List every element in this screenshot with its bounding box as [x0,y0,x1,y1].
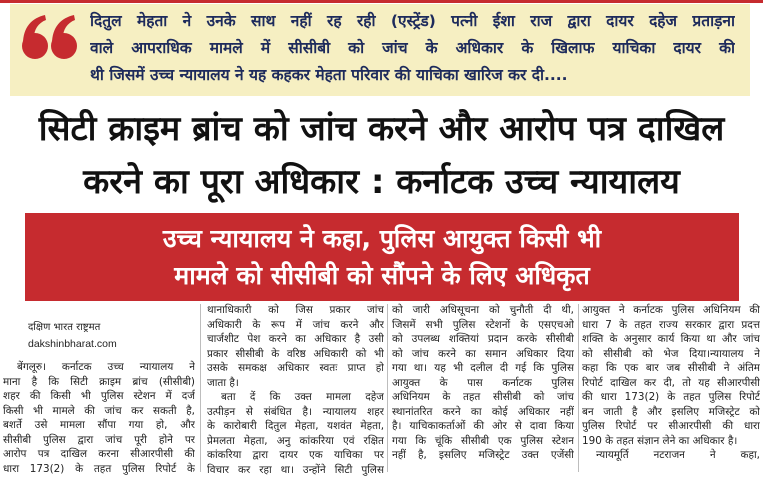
column-divider [387,304,388,472]
quote-mark-icon [20,12,80,62]
body-text-line: को उपलब्ध शक्तियां प्रदान करके सीसीबी [392,332,574,347]
byline-source: दक्षिण भारत राष्ट्रमत [28,319,100,333]
body-text-line: शक्ति के अनुसार कार्य किया था और जांच [582,332,760,347]
body-text-line: बन जाती है और इसलिए मजिस्ट्रेट को [582,405,760,420]
pull-quote-line: वाले आपराधिक मामले में सीसीबी को जांच के अधिकार के खिलाफ याचिका दायर की [90,35,735,62]
pull-quote-line: थी जिसमें उच्च न्यायालय ने यह कहकर मेहता परिवार की याचिका खारिज कर दी.... [90,62,735,89]
body-text-line: प्रकार सीसीबी के वरिष्ठ अधिकारी को भी [207,347,384,362]
article-column-2 [207,303,384,477]
body-text-line: चार्जशीट पेश करने का अधिकार है उसी [207,332,384,347]
body-text-line: सीसीबी पुलिस द्वारा जांच पूरी होने पर [3,433,195,448]
body-text-line: को जांच करने का समान अधिकार दिया [392,347,574,362]
body-text-line: प्रेमलता मेहता, अनु कांकरिया एवं रक्षित [207,434,384,449]
body-text-line: नहीं है, इसलिए मजिस्ट्रेट उक्त एजेंसी [392,448,574,463]
pull-quote-text [90,8,735,89]
article-column-4 [582,303,760,463]
body-text-line: पुलिस रिपोर्ट पर सीआरपीसी की धारा [582,419,760,434]
body-text-line: आयुक्त ने कर्नाटक पुलिस अधिनियम की [582,303,760,318]
body-text-line: गया था। यह भी दलील दी गई कि पुलिस [392,361,574,376]
pull-quote-line: दितुल मेहता ने उनके साथ नहीं रह रही (एस्ट्रेंड) पत्नी ईशा राज द्वारा दायर दहेज प्रताड़ना [90,8,735,35]
headline [0,103,763,209]
body-text-line: जिसमें सभी पुलिस स्टेशनों के एसएचओ [392,318,574,333]
body-text-line: अधिकारी के रूप में जांच करने और [207,318,384,333]
body-text-line: आयुक्त के पास कर्नाटक पुलिस [392,376,574,391]
body-text-line: स्थानांतरित करने का कोई अधिकार नहीं [392,405,574,420]
body-text-line: आरोप पत्र दाखिल करना सीआरपीसी की [3,447,195,462]
body-text-line: कांकरिया द्वारा दायर एक याचिका पर [207,448,384,463]
body-text-line: अधिनियम के तहत सीसीबी को जांच [392,390,574,405]
body-text-line: बेंगलूरु। कर्नाटक उच्च न्यायालय ने [3,360,195,375]
body-text-line: थानाधिकारी को जिस प्रकार जांच [207,303,384,318]
body-text-line: धारा 7 के तहत राज्य सरकार द्वारा प्रदत्त [582,318,760,333]
body-text-line: की धारा 173(2) के तहत पुलिस रिपोर्ट [582,390,760,405]
headline-line-1: सिटी क्राइम ब्रांच को जांच करने और आरोप पत्र दाखिल [0,103,763,156]
body-text-line: रिपोर्ट दाखिल कर दी, तो यह सीआरपीसी [582,376,760,391]
byline-website: dakshinbharat.com [28,338,117,350]
subheadline-line-1: उच्च न्यायालय ने कहा, पुलिस आयुक्त किसी भी [25,220,739,257]
body-text-line: जाता है। [207,376,384,391]
body-text-line: शहर की किसी भी पुलिस स्टेशन में दर्ज [3,389,195,404]
article-column-3 [392,303,574,463]
body-text-line: गया कि चूंकि सीसीबी एक पुलिस स्टेशन [392,434,574,449]
body-text-line: के कारोबारी दितुल मेहता, यशवंत मेहता, [207,419,384,434]
body-text-line: धारा 173(2) के तहत पुलिस रिपोर्ट के [3,462,195,477]
body-text-line: को जारी अधिसूचना को चुनौती दी थी, [392,303,574,318]
article-column-1 [3,360,195,476]
body-text-line: है। याचिकाकर्ताओं की ओर से दावा किया [392,419,574,434]
body-text-line: को सीसीबी को भेज दिया।न्यायालय ने [582,347,760,362]
subheadline-line-2: मामले को सीसीबी को सौंपने के लिए अधिकृत [25,257,739,294]
body-text-line: माना है कि सिटी क्राइम ब्रांच (सीसीबी) [3,375,195,390]
body-text-line: 190 के तहत संज्ञान लेने का अधिकार है। [582,434,760,449]
body-text-line: बता दें कि उक्त मामला दहेज [207,390,384,405]
column-divider [578,304,579,472]
body-text-line: न्यायमूर्ति नटराजन ने कहा, [582,448,760,463]
column-divider [200,304,201,472]
body-text-line: कहा कि एक बार जब सीसीबी ने अंतिम [582,361,760,376]
body-text-line: किसी भी मामले की जांच कर सकती है, [3,404,195,419]
top-red-strip [0,0,763,3]
subheadline-band [25,213,739,301]
body-text-line: उसके समकक्ष अधिकार स्वतः प्राप्त हो [207,361,384,376]
body-text-line: विचार कर रहा था। उन्होंने सिटी पुलिस [207,463,384,477]
headline-line-2: करने का पूरा अधिकार : कर्नाटक उच्च न्यायालय [0,156,763,209]
body-text-line: उत्पीड़न से संबंधित है। न्यायालय शहर [207,405,384,420]
body-text-line: बशर्ते उसे मामला सौंपा गया हो, और [3,418,195,433]
